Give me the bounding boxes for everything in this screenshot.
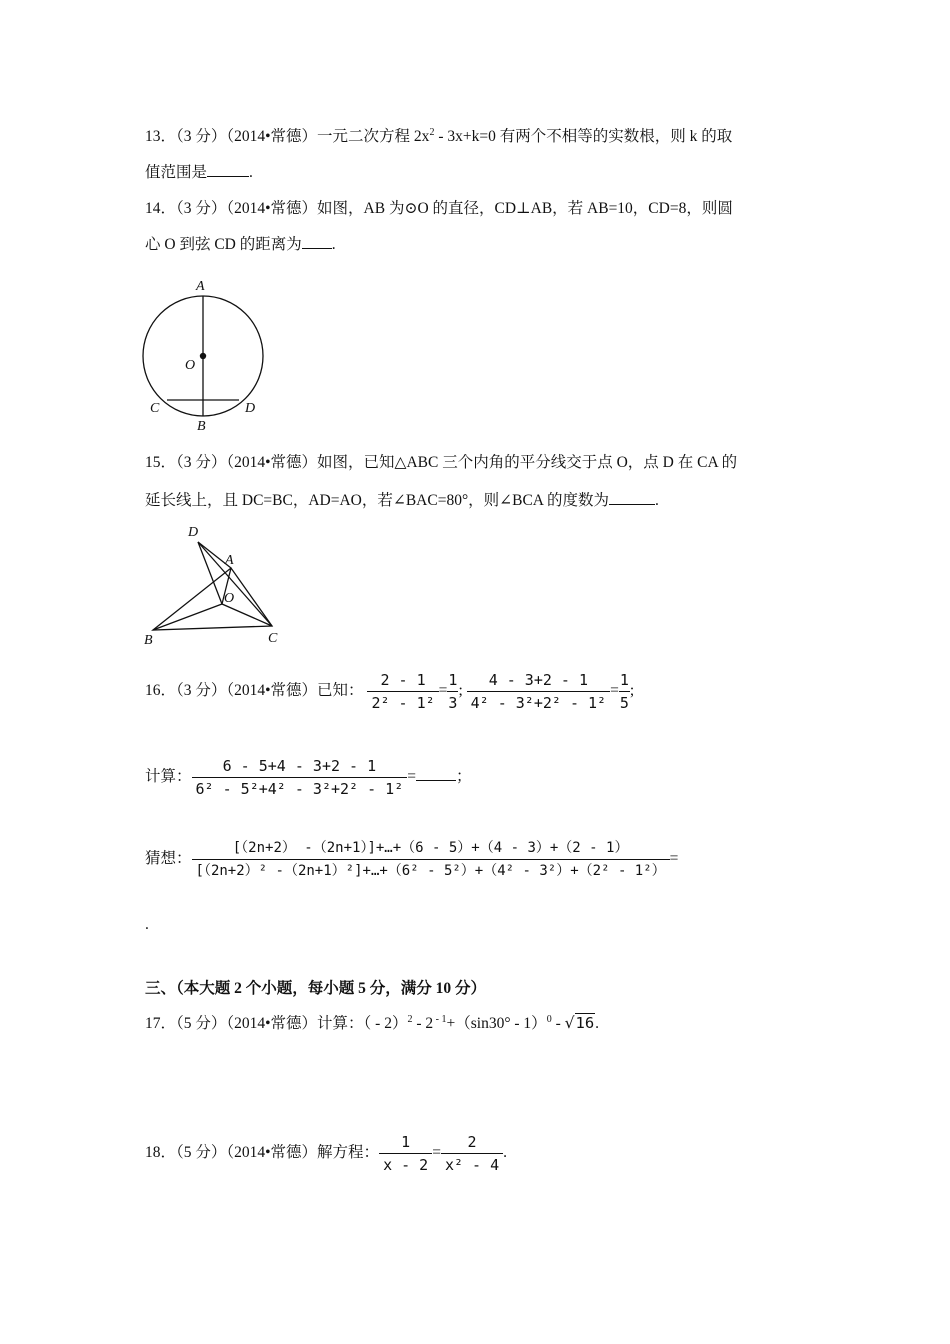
segment-dc	[198, 542, 272, 626]
label-a: A	[225, 553, 234, 568]
q17-line: 17．（5 分）（2014•常德）计算：（ - 2）$^2$ - 2 $^{- 1}$+（sin30° - 1）$^0$ - √16.	[145, 1012, 599, 1035]
sqrt-expression: √16	[564, 1014, 595, 1032]
fraction-result-2: $\frac{1}{5}$	[619, 670, 629, 712]
segment-ob	[153, 604, 222, 630]
q15-line1: 15．（3 分）（2014•常德）如图，已知△ABC 三个内角的平分线交于点 O，点 D 在 CA 的	[145, 454, 738, 471]
q13-line1: 13．（3 分）（2014•常德）一元二次方程 $2x^2 - 3x+k=0$ 有两个不相等的实数根，则 k 的取	[145, 127, 733, 145]
q16-line1: 16．（3 分）（2014•常德）已知： $\frac{2 - 1}{\text{2² - 1²}}$ = $\frac{1}{3}$ ; $\frac{4 - 3+2 - 1}{\text{4² - 3²+2² - 1²}}$ = $\frac{1}{5}$ ;	[145, 670, 635, 712]
label-d: D	[245, 401, 256, 416]
circle-figure	[135, 272, 275, 434]
lhs-fraction: $\frac{1}{x - 2}$	[379, 1131, 432, 1176]
answer-blank[interactable]	[609, 490, 655, 505]
q14-line1: 14．（3 分）（2014•常德）如图，AB 为⊙O 的直径，CD⊥AB，若 AB=10，CD=8，则圆	[145, 200, 733, 217]
q14-line2: 心 O 到弦 CD 的距离为 .	[145, 236, 336, 253]
q18-line: 18．（5 分）（2014•常德）解方程： $\frac{1}{x - 2}$ = $\frac{2}{\text{x² - 4}}$ .	[145, 1132, 508, 1174]
radical-sign-icon: √	[564, 1014, 575, 1032]
answer-blank[interactable]	[302, 234, 332, 249]
q15-line2: 延长线上，且 DC=BC，AD=AO，若∠BAC=80°，则∠BCA 的度数为 .	[145, 492, 659, 509]
guess-fraction: $\frac{[(2n+2) -(2n+1)]+\dots+(6 - 5)+(4 - 3)+(2 - 1)}{\text{[（2n+2）² -（2n+1）²]+…+（6² - 5²）+（4² - 3²）+（2² - 1²）}}$	[192, 837, 670, 882]
triangle-abc	[153, 568, 272, 630]
label-c: C	[150, 401, 160, 416]
q16-period: .	[145, 916, 149, 933]
calc-fraction: $\frac{6 - 5+4 - 3+2 - 1}{\text{6² - 5²+4² - 3²+2² - 1²}}$	[192, 755, 408, 800]
answer-blank[interactable]	[416, 766, 456, 781]
label-b: B	[197, 419, 206, 434]
label-a: A	[196, 279, 205, 294]
fraction-result-1: $\frac{1}{3}$	[448, 670, 458, 712]
triangle-figure	[138, 520, 288, 648]
answer-blank[interactable]	[207, 162, 249, 177]
section-3-heading: 三、（本大题 2 个小题，每小题 5 分，满分 10 分）	[145, 980, 487, 997]
label-d: D	[188, 525, 199, 540]
fraction-1: $\frac{2 - 1}{\text{2² - 1²}}$	[367, 669, 438, 714]
fraction-2: $\frac{4 - 3+2 - 1}{\text{4² - 3²+2² - 1²}}$	[467, 669, 610, 714]
q13-line2: 值范围是 .	[145, 164, 253, 181]
center-point	[200, 353, 206, 359]
q16-guess-line: 猜想： $\frac{[(2n+2) -(2n+1)]+\dots+(6 - 5)+(4 - 3)+(2 - 1)}{\text{[（2n+2）² -（2n+1）²]+…+（6² - 5²）+（4² - 3²）+（2² - 1²）}}$ =	[145, 832, 678, 886]
label-b: B	[144, 633, 153, 648]
label-c: C	[268, 631, 278, 646]
label-o: O	[224, 591, 235, 606]
label-o: O	[185, 358, 196, 373]
q16-calc-line: 计算： $\frac{6 - 5+4 - 3+2 - 1}{\text{6² - 5²+4² - 3²+2² - 1²}}$ = ；	[145, 756, 472, 798]
rhs-fraction: $\frac{2}{\text{x² - 4}}$	[441, 1131, 503, 1176]
